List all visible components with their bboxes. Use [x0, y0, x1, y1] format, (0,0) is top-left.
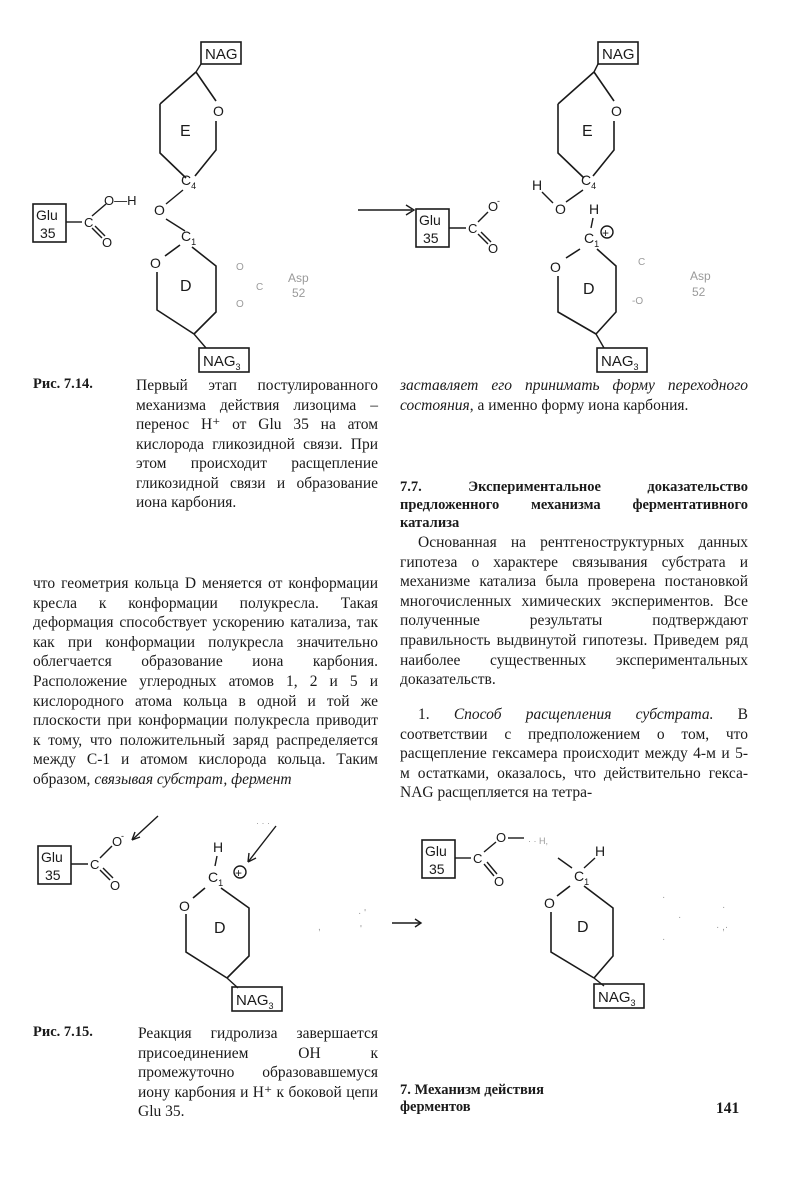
svg-text:O: O [110, 878, 121, 893]
svg-text:-O: -O [632, 296, 644, 307]
c4-label: $C_4$ [181, 172, 197, 191]
glu-num: 35 [40, 225, 56, 241]
svg-text:O: O [611, 103, 622, 119]
glu-num: 35 [423, 230, 439, 246]
oh-label: O—H [104, 193, 137, 208]
svg-text:· ': · ' [358, 908, 367, 919]
ring-o-label: O [213, 103, 224, 119]
c1-label: $C_1$ [584, 230, 600, 249]
svg-text:O: O [496, 830, 507, 845]
svg-text:C: C [256, 282, 264, 293]
svg-text:· · H,: · · H, [528, 836, 548, 846]
fig-7-14-right-structure [400, 0, 760, 380]
asp-label: Asp [690, 269, 711, 283]
nag3-label: $NAG_3$ [236, 992, 274, 1011]
ring-d-label: D [214, 920, 226, 937]
svg-text:': ' [360, 924, 362, 935]
fig-7-14-caption: Первый этап постулированного механизма действия лизоцима – перенос H⁺ от Glu 35 на атом кислорода гликозидной связи. При этом происходит расщепление гликозидной связи и образование иона карбония. [136, 377, 378, 511]
svg-text:C: C [638, 257, 646, 268]
left-col-main: что геометрия кольца D меняется от конформации кресла к конформации полукресла. Такая деформация способствует ускорению катализа, так как при конформации полукресла значительно облегчается образование иона карбония. Расположение углеродных атомов 1, 2 и 5 и кислородного атома кольца в одной и той же плоскости при конформации полукресла приводит к тому, что положительный заряд распределяется между C-1 и атомом кислорода кольца. Таким образом, [33, 575, 378, 788]
svg-text:·: · [662, 892, 666, 903]
c1-label: $C_1$ [574, 868, 590, 887]
right-col-top-text [400, 376, 748, 415]
h-label-c1: H [589, 201, 600, 217]
transition-state-rest: , а именно форму иона карбония. [469, 396, 689, 414]
svg-text:O: O [488, 241, 499, 256]
asp-num: 52 [292, 286, 306, 300]
fig-7-14-left-structure [0, 0, 340, 380]
ring-e-label: E [582, 123, 593, 140]
para2-lead: 1. [418, 706, 454, 723]
svg-text:· · ·: · · · [256, 818, 270, 828]
svg-text:O: O [544, 895, 555, 911]
svg-text:C: C [468, 221, 478, 236]
ring-d-label: D [180, 278, 192, 295]
fig-7-15-right-structure [400, 800, 780, 1020]
svg-text:C: C [473, 851, 483, 866]
section-heading: 7.7. Экспериментальное доказательство предложенного механизма ферментативного катализа [400, 479, 748, 531]
svg-text:· ,·: · ,· [716, 922, 729, 933]
glu-num: 35 [45, 867, 61, 883]
glu-label: Glu [41, 849, 63, 865]
c1-label: $C_1$ [181, 228, 197, 247]
left-col-text [33, 574, 378, 790]
para2-rest: В соответствии с предположением о том, что расщепление гексамера происходит между 4-м и 5-м остатками, оказалось, что действительно гекса-NAG расщепляется на тетра- [400, 706, 749, 802]
svg-text:O: O [236, 262, 244, 273]
svg-text:O: O [555, 201, 566, 217]
asp-label: Asp [288, 271, 309, 285]
ring-d-label: D [583, 281, 595, 298]
svg-text:O: O [488, 199, 499, 214]
svg-text:O: O [102, 235, 113, 250]
left-col-italic: связывая субстрат, фермент [94, 770, 292, 788]
section-para-2 [400, 705, 748, 803]
h-label: H [595, 843, 606, 859]
svg-text:O: O [494, 874, 505, 889]
glu-label: Glu [419, 212, 441, 228]
asp-num: 52 [692, 285, 706, 299]
svg-text:O: O [236, 299, 244, 310]
svg-text:O: O [179, 898, 190, 914]
nag3-label: $NAG_3$ [601, 353, 639, 372]
h-label: H [532, 177, 543, 193]
svg-text:-: - [497, 196, 500, 206]
ring-d-label: D [577, 919, 589, 936]
h-label: H [213, 839, 224, 855]
svg-text:C: C [84, 215, 94, 230]
c4-label: $C_4$ [581, 172, 597, 191]
ring-e-label: E [180, 123, 191, 140]
svg-text:C: C [90, 857, 100, 872]
para2-italic: Способ расщепления субстрата. [453, 706, 714, 723]
svg-text:O: O [550, 259, 561, 275]
nag3-label: $NAG_3$ [203, 353, 241, 372]
transition-state-italic: заставляет его принимать форму переходного состояния [400, 377, 748, 414]
nag3-label: $NAG_3$ [598, 989, 636, 1008]
fig-7-15-caption: Реакция гидролиза завершается присоединением OH к промежуточно образовавшемуся иону карбония и H⁺ к боковой цепи Glu 35. [138, 1025, 378, 1120]
svg-text:-: - [121, 831, 124, 841]
bridge-o: O [154, 202, 165, 218]
svg-text:·: · [722, 902, 726, 913]
fig-7-15-label: Рис. 7.15. [33, 1024, 93, 1040]
svg-text:O: O [112, 834, 123, 849]
fig-7-15-left-structure [0, 800, 400, 1020]
plus-label: + [235, 866, 243, 880]
chapter-footer: 7. Механизм действия ферментов [400, 1082, 544, 1115]
glu-label: Glu [36, 207, 58, 223]
glu-label: Glu [425, 843, 447, 859]
fig-7-14-label: Рис. 7.14. [33, 376, 93, 392]
nag-label: NAG [205, 46, 238, 63]
glu-num: 35 [429, 861, 445, 877]
section-para-1: Основанная на рентгеноструктурных данных гипотеза о характере связывания субстрата и механизме катализа была проверена постановкой многочисленных химических экспериментов. Все полученные результаты подтверждают правильность выдвинутой гипотезы. Приведем ряд наиболее существенных экспериментальных доказательств. [400, 534, 748, 689]
ring-o2-label: O [150, 255, 161, 271]
nag-label: NAG [602, 46, 635, 63]
c1-label: $C_1$ [208, 869, 224, 888]
svg-text:·: · [662, 934, 666, 945]
svg-text:·: · [678, 912, 682, 923]
plus-label: + [602, 226, 610, 240]
svg-text:,: , [318, 922, 321, 933]
page-number: 141 [716, 1100, 740, 1117]
